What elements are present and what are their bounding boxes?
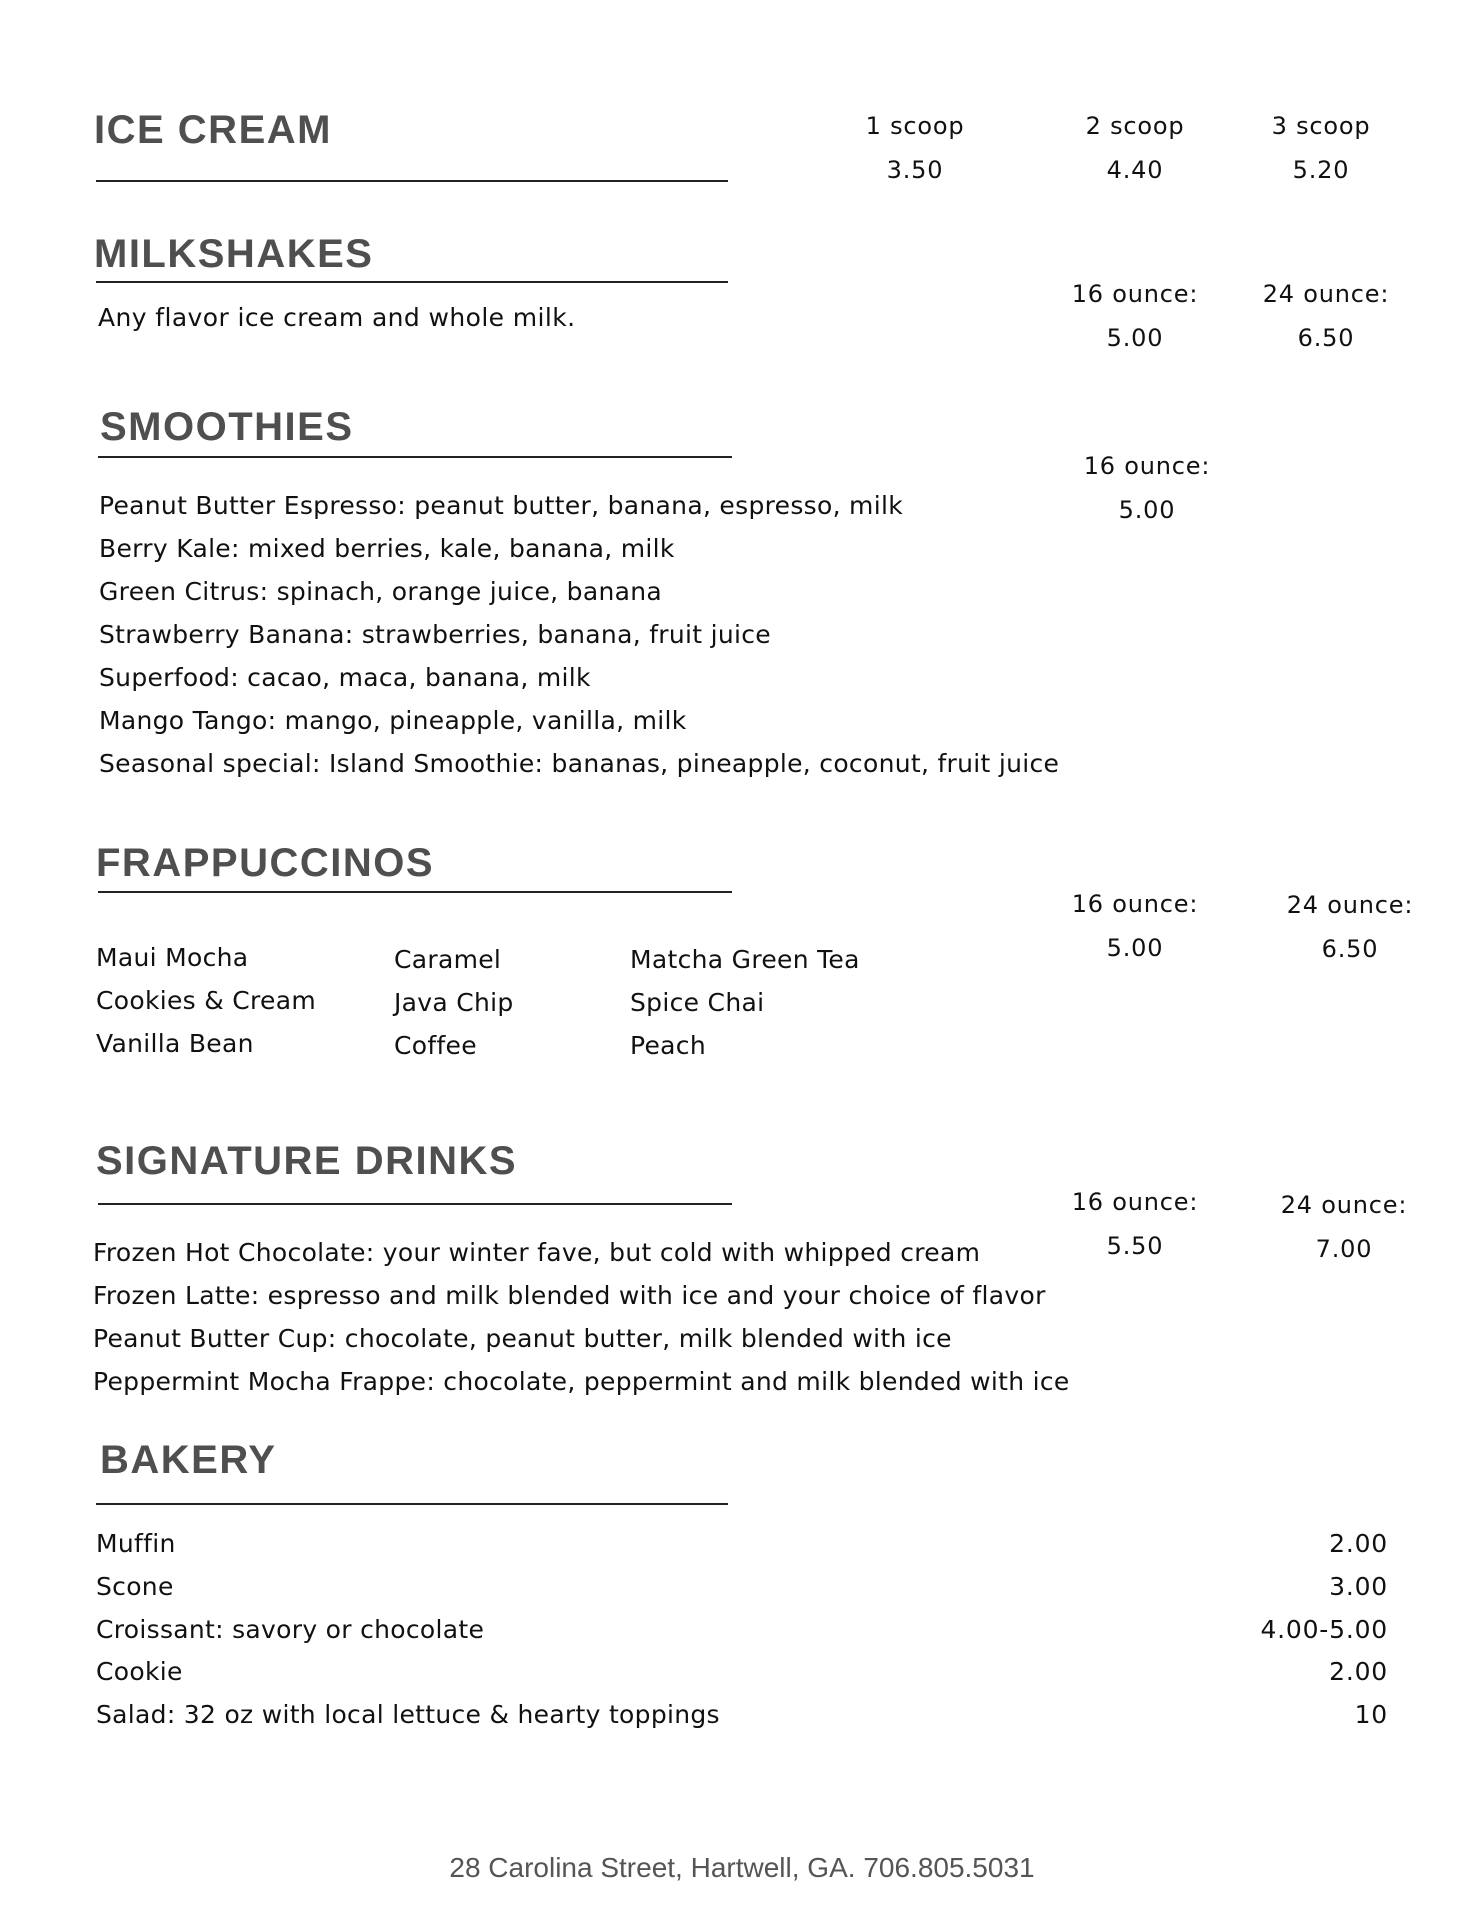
milkshakes-description: Any flavor ice cream and whole milk. [98,303,576,332]
frappuccinos-price-24: 6.50 [1321,935,1379,963]
signature-size-16: 16 ounce: [1071,1188,1199,1216]
frappuccinos-divider [98,891,732,893]
bakery-item-price: 10 [1354,1700,1388,1729]
list-item: Cookies & Cream [96,986,317,1015]
list-item: Peanut Butter Cup: chocolate, peanut butter, milk blended with ice [93,1324,952,1353]
ice-cream-price-2: 4.40 [1106,156,1164,184]
milkshakes-size-24: 24 ounce: [1262,280,1390,308]
frappuccinos-size-16: 16 ounce: [1071,890,1199,918]
list-item: Strawberry Banana: strawberries, banana, fruit juice [99,620,771,649]
milkshakes-size-16: 16 ounce: [1071,280,1199,308]
smoothies-size-16: 16 ounce: [1083,452,1211,480]
list-item: Caramel [394,945,502,974]
signature-drinks-divider [98,1203,732,1205]
frappuccinos-column-1 [96,936,316,1065]
bakery-item [96,1650,1388,1693]
list-item: Matcha Green Tea [630,945,860,974]
list-item: Superfood: cacao, maca, banana, milk [99,663,591,692]
list-item: Peppermint Mocha Frappe: chocolate, peppermint and milk blended with ice [93,1367,1070,1396]
footer-address: 28 Carolina Street, Hartwell, GA. 706.805.5031 [449,1852,1035,1883]
signature-price-24: 7.00 [1315,1235,1373,1263]
list-item: Frozen Hot Chocolate: your winter fave, but cold with whipped cream [93,1238,981,1267]
frappuccinos-column-3 [630,938,860,1067]
list-item: Peanut Butter Espresso: peanut butter, banana, espresso, milk [99,491,903,520]
list-item: Vanilla Bean [96,1029,254,1058]
ice-cream-size-3: 3 scoop [1271,112,1371,140]
milkshakes-heading: MILKSHAKES [94,232,374,276]
list-item: Mango Tango: mango, pineapple, vanilla, milk [99,706,687,735]
bakery-divider [96,1503,728,1505]
bakery-item-price: 4.00-5.00 [1260,1615,1388,1644]
bakery-item-name: Muffin [96,1529,176,1558]
bakery-item-name: Salad: 32 oz with local lettuce & hearty toppings [96,1700,720,1729]
list-item: Coffee [394,1031,477,1060]
bakery-item [96,1522,1388,1565]
bakery-item-price: 2.00 [1329,1657,1388,1686]
bakery-item [96,1693,1388,1736]
frappuccinos-price-16: 5.00 [1106,934,1164,962]
bakery-item [96,1608,1388,1651]
ice-cream-divider [96,180,728,182]
list-item: Seasonal special: Island Smoothie: bananas, pineapple, coconut, fruit juice [99,749,1060,778]
ice-cream-size-1: 1 scoop [865,112,965,140]
list-item: Berry Kale: mixed berries, kale, banana, milk [99,534,675,563]
signature-drinks-list [93,1231,1070,1403]
list-item: Frozen Latte: espresso and milk blended with ice and your choice of flavor [93,1281,1046,1310]
ice-cream-price-1: 3.50 [886,156,944,184]
ice-cream-price-3: 5.20 [1292,156,1350,184]
list-item: Peach [630,1031,706,1060]
smoothies-price-16: 5.00 [1118,496,1176,524]
bakery-item-price: 2.00 [1329,1529,1388,1558]
milkshakes-price-24: 6.50 [1297,324,1355,352]
ice-cream-heading: ICE CREAM [94,108,332,152]
ice-cream-size-2: 2 scoop [1085,112,1185,140]
bakery-item-name: Croissant: savory or chocolate [96,1615,485,1644]
milkshakes-price-16: 5.00 [1106,324,1164,352]
list-item: Maui Mocha [96,943,249,972]
list-item: Spice Chai [630,988,765,1017]
list-item: Green Citrus: spinach, orange juice, banana [99,577,662,606]
signature-price-16: 5.50 [1106,1232,1164,1260]
smoothies-list [99,484,1059,785]
smoothies-divider [98,456,732,458]
bakery-item-name: Cookie [96,1657,183,1686]
frappuccinos-heading: FRAPPUCCINOS [96,841,435,885]
bakery-item [96,1565,1388,1608]
bakery-heading: BAKERY [100,1438,277,1482]
list-item: Java Chip [394,988,514,1017]
smoothies-heading: SMOOTHIES [100,405,354,449]
milkshakes-divider [96,281,728,283]
frappuccinos-size-24: 24 ounce: [1286,891,1414,919]
signature-drinks-heading: SIGNATURE DRINKS [96,1139,518,1183]
signature-size-24: 24 ounce: [1280,1191,1408,1219]
bakery-item-price: 3.00 [1329,1572,1388,1601]
bakery-item-name: Scone [96,1572,174,1601]
frappuccinos-column-2 [394,938,514,1067]
